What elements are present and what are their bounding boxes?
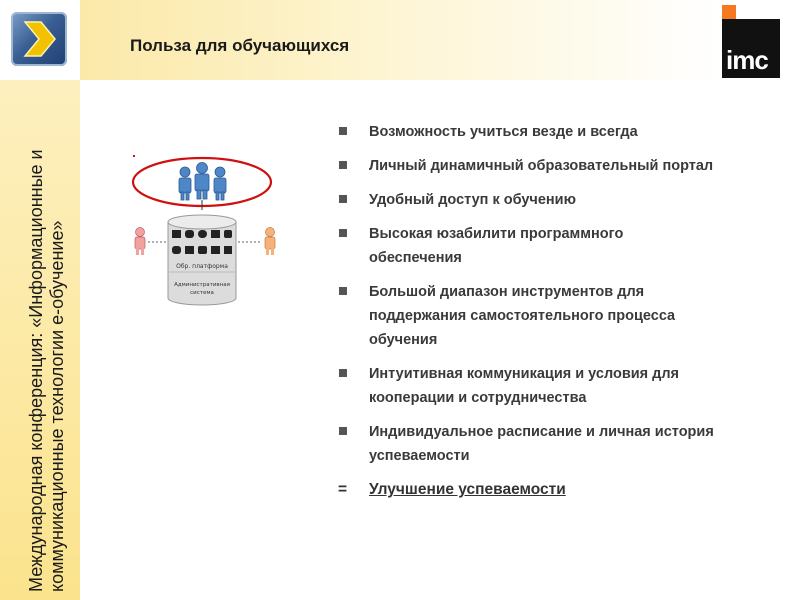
sidebar: [0, 80, 80, 600]
learning-platform-diagram: [124, 148, 280, 316]
list-item: Личный динамичный образовательный портал: [338, 154, 718, 178]
logo-mark: [722, 19, 780, 78]
platform-label: Обр. платформа: [176, 263, 228, 270]
logo-accent-square: [722, 5, 736, 19]
bullet-square-icon: [339, 229, 347, 237]
header-band: [80, 0, 720, 80]
logo-text: imc: [726, 45, 768, 75]
list-item: Большой диапазон инструментов для поддержания самостоятельного процесса обучения: [338, 280, 718, 352]
list-item: Интуитивная коммуникация и условия для кооперации и сотрудничества: [338, 362, 718, 410]
list-item: Индивидуальное расписание и личная история успеваемости: [338, 420, 718, 468]
bullet-square-icon: [339, 161, 347, 169]
bullet-square-icon: [339, 287, 347, 295]
conference-title: Международная конференция: «Информационные и коммуникационные технологии е-обучение»: [26, 149, 67, 592]
list-item: Высокая юзабилити программного обеспечения: [338, 222, 718, 270]
benefits-list: [338, 120, 718, 502]
page-title: Польза для обучающихся: [130, 36, 350, 55]
chevron-right-icon: [11, 12, 67, 66]
nav-area: [0, 0, 80, 80]
result-text: Улучшение успеваемости: [369, 481, 566, 498]
equals-symbol: =: [338, 481, 348, 498]
bullet-square-icon: [339, 369, 347, 377]
result-line: [338, 478, 718, 502]
next-slide-button[interactable]: [11, 12, 67, 66]
svg-text:система: система: [190, 290, 214, 296]
bullet-square-icon: [339, 195, 347, 203]
list-item: Возможность учиться везде и всегда: [338, 120, 718, 144]
bullet-square-icon: [339, 427, 347, 435]
admin-label: Административная: [174, 282, 230, 288]
list-item: Удобный доступ к обучению: [338, 188, 718, 212]
bullet-square-icon: [339, 127, 347, 135]
